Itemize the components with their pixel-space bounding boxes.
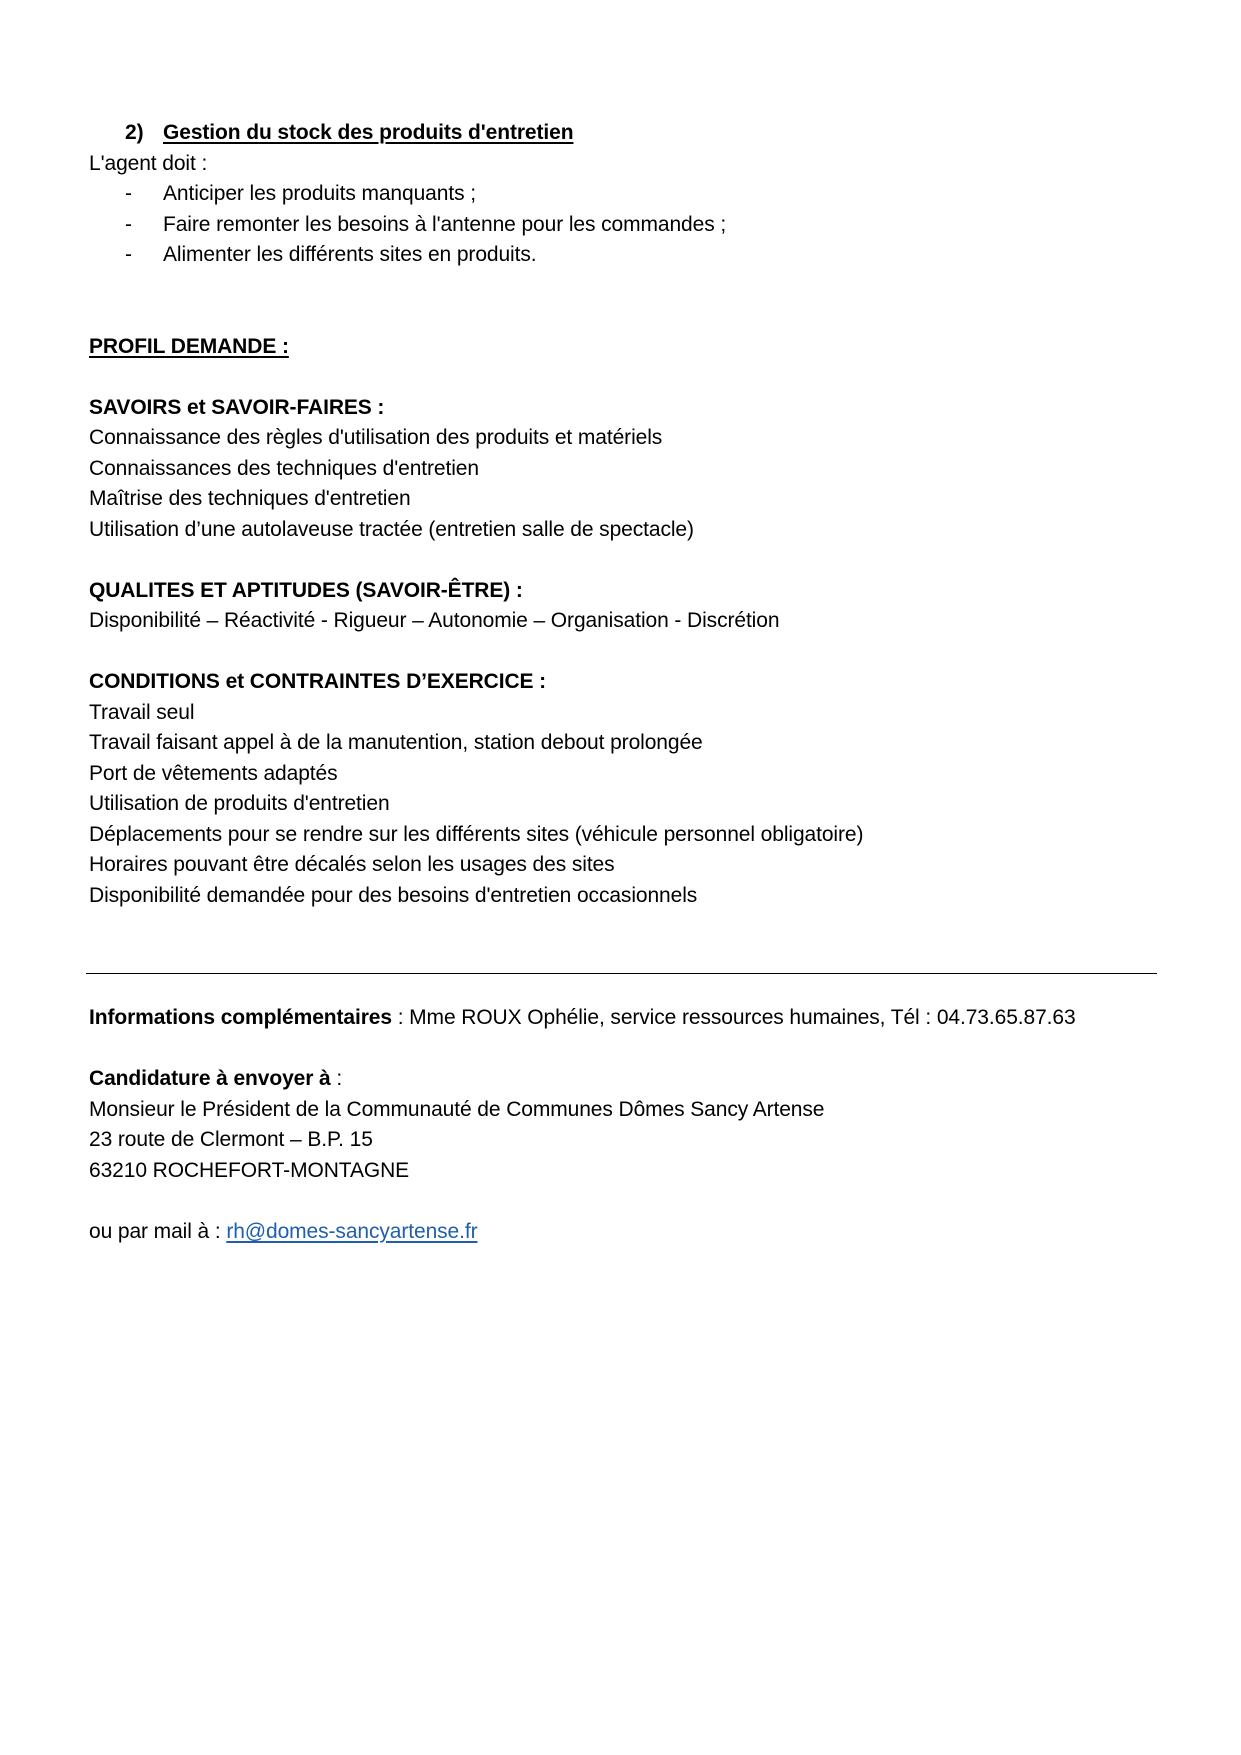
address-line: Monsieur le Président de la Communauté de Communes Dômes Sancy Artense	[89, 1097, 825, 1121]
candidature-line	[89, 1064, 1189, 1095]
address-line: 23 route de Clermont – B.P. 15	[89, 1128, 373, 1151]
bullet-marker: -	[125, 243, 132, 266]
info-text: : Mme ROUX Ophélie, service ressources humaines, Tél : 04.73.65.87.63	[391, 1006, 1076, 1029]
profil-heading: PROFIL DEMANDE :	[89, 334, 289, 358]
conditions-line: Travail seul	[89, 700, 195, 724]
info-line	[89, 1003, 1189, 1034]
horizontal-divider	[86, 973, 1157, 974]
conditions-heading: CONDITIONS et CONTRAINTES D’EXERCICE :	[89, 670, 547, 693]
savoirs-line: Connaissance des règles d'utilisation des produits et matériels	[89, 426, 663, 449]
savoirs-heading: SAVOIRS et SAVOIR-FAIRES :	[89, 395, 385, 419]
bullet-item	[89, 240, 1159, 271]
candidature-suffix: :	[330, 1067, 343, 1090]
mail-line	[89, 1217, 1189, 1248]
bullet-item	[89, 210, 1159, 241]
document-footer	[89, 1003, 1189, 1247]
bullet-item	[89, 179, 1159, 210]
address-line: 63210 ROCHEFORT-MONTAGNE	[89, 1158, 410, 1182]
bullet-text: Alimenter les différents sites en produits.	[163, 243, 537, 266]
conditions-line: Déplacements pour se rendre sur les différents sites (véhicule personnel obligatoire)	[89, 822, 864, 846]
qualites-heading: QUALITES ET APTITUDES (SAVOIR-ÊTRE) :	[89, 578, 523, 602]
section-intro: L'agent doit :	[89, 151, 208, 175]
conditions-line: Travail faisant appel à de la manutention, station debout prolongée	[89, 731, 703, 754]
info-label: Informations complémentaires	[89, 1006, 392, 1029]
savoirs-line: Utilisation d’une autolaveuse tractée (entretien salle de spectacle)	[89, 517, 694, 541]
section-number: 2)	[125, 121, 144, 144]
section-title: Gestion du stock des produits d'entretien	[163, 121, 574, 144]
bullet-marker: -	[125, 182, 132, 205]
conditions-line: Port de vêtements adaptés	[89, 761, 338, 785]
savoirs-line: Connaissances des techniques d'entretien	[89, 456, 479, 480]
bullet-marker: -	[125, 212, 132, 236]
candidature-label: Candidature à envoyer à	[89, 1067, 331, 1090]
conditions-line: Utilisation de produits d'entretien	[89, 792, 390, 815]
document-body	[89, 118, 1159, 911]
qualites-line: Disponibilité – Réactivité - Rigueur – Autonomie – Organisation - Discrétion	[89, 609, 780, 632]
savoirs-line: Maîtrise des techniques d'entretien	[89, 487, 411, 510]
section-heading	[89, 118, 1159, 149]
conditions-line: Horaires pouvant être décalés selon les usages des sites	[89, 853, 615, 876]
email-link[interactable]: rh@domes-sancyartense.fr	[226, 1219, 478, 1243]
mail-prefix: ou par mail à :	[89, 1219, 227, 1243]
bullet-text: Faire remonter les besoins à l'antenne pour les commandes ;	[163, 212, 727, 236]
conditions-line: Disponibilité demandée pour des besoins d'entretien occasionnels	[89, 883, 698, 907]
bullet-text: Anticiper les produits manquants ;	[163, 182, 476, 205]
